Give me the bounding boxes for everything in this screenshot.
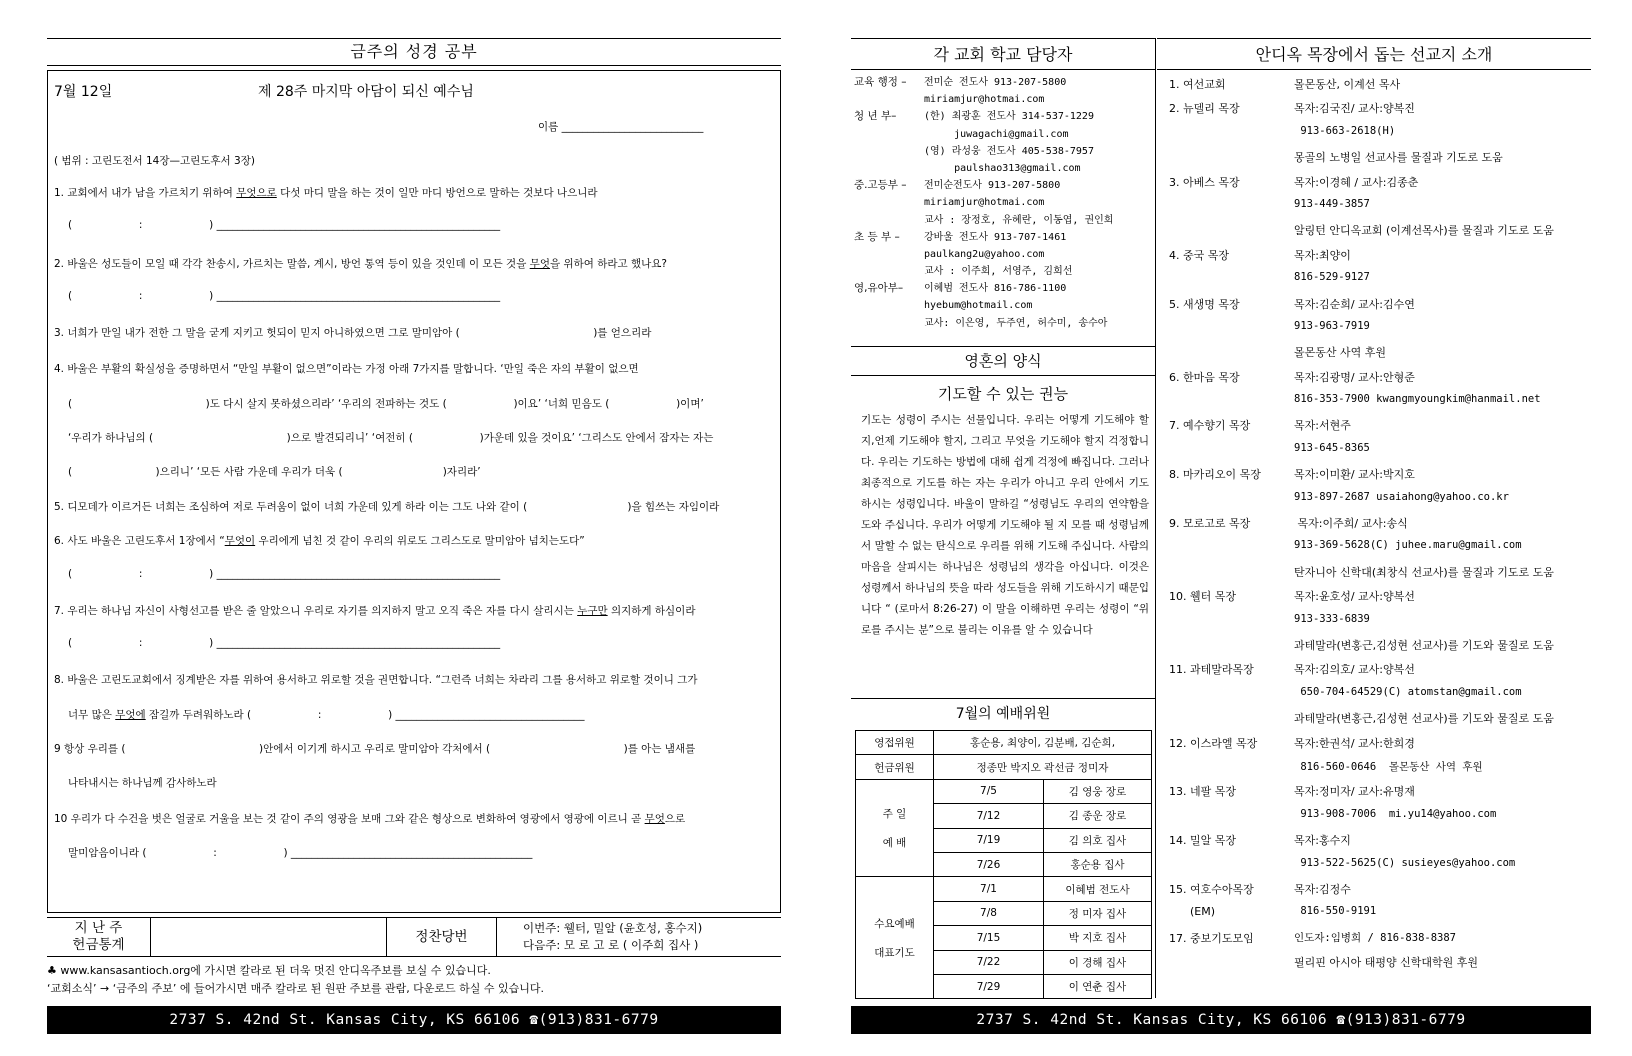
sunday-prayer: 김 영웅 장로 bbox=[1044, 779, 1152, 803]
sunday-prayer: 홍순용 집사 bbox=[1044, 852, 1152, 876]
mission-info: 인도자:임병희 / 816-838-8387 bbox=[1294, 931, 1457, 944]
wednesday-date: 7/15 bbox=[934, 926, 1044, 950]
mission-info: 913-663-2618(H) bbox=[1294, 124, 1396, 137]
staff-info: 강바울 전도사 913-707-1461 bbox=[924, 231, 1067, 243]
duty-row bbox=[856, 731, 1152, 755]
staff-line bbox=[854, 212, 1155, 229]
mission-line bbox=[1169, 320, 1591, 344]
mission-info: 몰몬동산 사역 후원 bbox=[1294, 346, 1387, 360]
mission-group: 15. 여호수아목장 bbox=[1169, 882, 1254, 896]
mission-info: 650-704-64529(C) atomstan@gmail.com bbox=[1294, 685, 1522, 698]
mission-line bbox=[1169, 954, 1591, 978]
mission-info: 816-353-7900 kwangmyoungkim@hanmail.net bbox=[1294, 393, 1541, 406]
mission-line bbox=[1169, 198, 1591, 222]
question-text-end: 다섯 마디 말을 하는 것이 일만 마디 방언으로 말하는 것보다 나으니라 bbox=[276, 187, 598, 199]
staff-line bbox=[854, 74, 1155, 91]
question-line bbox=[54, 325, 651, 340]
mission-info: 목자:이경혜 / 교사:김종춘 bbox=[1294, 175, 1419, 189]
wednesday-prayer: 이 경해 집사 bbox=[1044, 950, 1152, 974]
question-line bbox=[54, 741, 695, 756]
mission-group: 17. 중보기도모임 bbox=[1169, 931, 1254, 945]
mission-line bbox=[1169, 905, 1591, 929]
question-line bbox=[54, 256, 667, 271]
question-text: 10 우리가 다 수건을 벗은 얼굴로 거울을 보는 것 같이 주의 영광을 보매 그와 같은 형상으로 변화하여 영광에서 영광에 이르니 곧 bbox=[54, 813, 645, 825]
staff-dept: 초 등 부 – bbox=[854, 230, 900, 243]
mission-info: 필리핀 아시아 태평양 신학대학원 후원 bbox=[1294, 956, 1479, 970]
mission-group: 14. 밀알 목장 bbox=[1169, 834, 1236, 848]
mission-info: 몰몬동산, 이계선 목사 bbox=[1294, 78, 1401, 91]
mission-info: 목자:김의호/ 교사:양복선 bbox=[1294, 663, 1415, 677]
duty-role: 영접위원 bbox=[856, 731, 934, 755]
next-week-duty: 다음주: 모 로 고 로 ( 이주희 집사 ) bbox=[523, 938, 699, 952]
mission-group: 6. 한마음 목장 bbox=[1169, 370, 1240, 384]
staff-info: juwagachi@gmail.com bbox=[924, 128, 1069, 140]
mission-line bbox=[1169, 417, 1591, 441]
mission-info: 목자:서현주 bbox=[1294, 419, 1351, 433]
staff-dept: 중.고등부 – bbox=[854, 179, 907, 192]
mission-info: 목자:최양이 bbox=[1294, 248, 1351, 262]
staff-line bbox=[854, 297, 1155, 314]
question-line bbox=[54, 499, 719, 514]
prayer-title: 기도할 수 있는 권능 bbox=[937, 385, 1069, 403]
duty-table bbox=[855, 730, 1152, 999]
staff-dept: 교육 행정 – bbox=[854, 76, 907, 88]
study-date: 7월 12일 bbox=[54, 84, 113, 100]
question-text: ( )도 다시 살지 못하셨으리라’ ‘우리의 전파하는 것도 ( )이요’ ‘너희 믿음도 ( )이며’ bbox=[68, 398, 704, 410]
mission-info: 목자:김광명/ 교사:안형준 bbox=[1294, 370, 1415, 384]
question-text: 4. 바울은 부활의 확실성을 증명하면서 “만일 부활이 없으면”이라는 가정 아래 7가지를 말합니다. ‘만일 죽은 자의 부활이 없으면 bbox=[54, 363, 639, 375]
staff-line bbox=[854, 126, 1155, 143]
question-keyword: 무엇 bbox=[644, 813, 665, 825]
staff-line bbox=[854, 263, 1155, 280]
mission-line bbox=[1169, 466, 1591, 490]
staff-dept: 청 년 부– bbox=[854, 110, 897, 123]
mission-group: 7. 예수향기 목장 bbox=[1169, 419, 1251, 433]
question-text-end: 우리에게 넘친 것 같이 우리의 위로도 그리스도로 말미암아 넘치는도다” bbox=[255, 535, 585, 547]
sunday-date: 7/26 bbox=[934, 852, 1044, 876]
this-week-duty: 이번주: 웰터, 밀알 (윤호성, 홍수지) bbox=[523, 921, 703, 935]
staff-title: 각 교회 학교 담당자 bbox=[851, 38, 1155, 70]
mission-line bbox=[1169, 613, 1591, 637]
mission-info: 목자:이미환/ 교사:박지호 bbox=[1294, 468, 1415, 482]
footnote-line1: ♣ www.kansasantioch.org에 가시면 칼라로 된 더욱 멋진 안디옥주보를 보실 수 있습니다. bbox=[47, 964, 491, 977]
offering-blank bbox=[151, 918, 387, 956]
mission-info: 몽골의 노병일 선교사를 물질과 기도로 도움 bbox=[1294, 151, 1503, 165]
question-text: ( )으리니’ ‘모든 사람 가운데 우리가 더욱 ( )자리라’ bbox=[68, 466, 481, 478]
offering-label-line2: 헌금통계 bbox=[72, 937, 125, 953]
mission-line bbox=[1169, 174, 1591, 198]
question-text: 5. 디모데가 이르거든 너희는 조심하여 저로 두려움이 없이 너희 가운데 있게 하라 이는 그도 나와 같이 ( )을 힘쓰는 자임이라 bbox=[54, 501, 720, 513]
staff-info: hyebum@hotmail.com bbox=[924, 300, 1033, 312]
wednesday-label-line2: 대표기도 bbox=[874, 946, 915, 959]
mission-info: 목자:김국진/ 교사:양복진 bbox=[1294, 102, 1415, 116]
question-line bbox=[68, 775, 217, 790]
lesson-title: 제 28주 마지막 아담이 되신 예수님 bbox=[258, 84, 474, 100]
staff-info: paulkang2u@yahoo.com bbox=[924, 248, 1045, 260]
mission-line bbox=[1169, 393, 1591, 417]
question-line bbox=[68, 219, 500, 231]
mission-line bbox=[1169, 881, 1591, 905]
staff-info: paulshao313@gmail.com bbox=[924, 162, 1081, 174]
question-keyword: 무엇으로 bbox=[236, 187, 277, 199]
mission-list bbox=[1157, 70, 1591, 978]
wednesday-date: 7/8 bbox=[934, 901, 1044, 925]
left-page bbox=[47, 38, 781, 1036]
mission-line bbox=[1169, 686, 1591, 710]
staff-line bbox=[854, 194, 1155, 211]
staff-line bbox=[854, 315, 1155, 332]
offering-label-line1: 지 난 주 bbox=[74, 920, 123, 936]
wednesday-date: 7/29 bbox=[934, 974, 1044, 998]
prayer-body: 기도는 성령이 주시는 선물입니다. 우리는 어떻게 기도해야 할지,언제 기도해야 할지, 그리고 무엇을 기도해야 할지 걱정합니다. 우리는 기도하는 방법에 대해 쉽게 걱정에 빠집니다. 그러나 최종적으로 기도를 하는 자는 우리가 아니고 우리 안에서 기도하시는 성령입니다. 바울이 말하길 “성령님도 우리의 연약함을 도와 주십니다. 우리가 어떻게 기도해야 될 지 모를 때 성령님께서 말할 수 없는 탄식으로 우리를 위해 기도해 주십니다. 사람의 마음을 살피시는 하나님은 성령님의 생각을 아십니다. 이것은 성령께서 하나님의 뜻을 따라 성도들을 위해 기도하시기 때문입니다 “ (로마서 8:26-27) 이 말을 이해하면 우리는 성령이 “위로를 주시는 분”으로 불리는 이유를 알 수 있습니다 bbox=[861, 414, 1149, 636]
question-text-end: 을 위하여 하라고 했나요? bbox=[549, 258, 667, 270]
mission-line bbox=[1169, 832, 1591, 856]
question-line bbox=[54, 603, 695, 618]
question-text: ( : ) bbox=[68, 219, 217, 231]
mission-line bbox=[1169, 735, 1591, 759]
question-line bbox=[68, 707, 585, 722]
mission-info: 목자:이주희/ 교사:송식 bbox=[1294, 517, 1408, 531]
mission-line bbox=[1169, 100, 1591, 124]
staff-list bbox=[851, 70, 1155, 332]
mission-line bbox=[1169, 783, 1591, 807]
mission-line bbox=[1169, 515, 1591, 539]
mission-title: 안디옥 목장에서 돕는 선교지 소개 bbox=[1157, 38, 1591, 70]
question-line bbox=[68, 430, 713, 445]
right-right-column bbox=[1157, 38, 1591, 998]
study-range: ( 범위 : 고린도전서 14장—고린도후서 3장) bbox=[54, 155, 255, 167]
wednesday-prayer: 박 지호 집사 bbox=[1044, 926, 1152, 950]
question-text: 너무 많은 bbox=[68, 709, 116, 721]
mission-info: 913-897-2687 usaiahong@yahoo.co.kr bbox=[1294, 490, 1509, 503]
mission-line bbox=[1169, 344, 1591, 368]
mission-group: 10. 웰터 목장 bbox=[1169, 590, 1236, 604]
duty-role: 헌금위원 bbox=[856, 755, 934, 779]
question-text-end: ______________________________________________________ bbox=[216, 568, 501, 580]
question-line bbox=[54, 185, 598, 200]
bible-study-title: 금주의 성경 공부 bbox=[47, 38, 781, 66]
staff-line bbox=[854, 143, 1155, 160]
mission-line bbox=[1169, 564, 1591, 588]
staff-line bbox=[854, 177, 1155, 194]
staff-dept: 영,유아부– bbox=[854, 282, 904, 295]
sunday-date: 7/12 bbox=[934, 804, 1044, 828]
mission-line bbox=[1169, 149, 1591, 173]
staff-line bbox=[854, 160, 1155, 177]
wednesday-label-line1: 수요예배 bbox=[874, 917, 915, 930]
mission-group: 2. 뉴델리 목장 bbox=[1169, 102, 1240, 116]
mission-info: 913-645-8365 bbox=[1294, 441, 1370, 454]
mission-group: 1. 여선교회 bbox=[1169, 78, 1226, 91]
mission-line bbox=[1169, 76, 1591, 100]
mission-info: 913-908-7006 mi.yu14@yahoo.com bbox=[1294, 807, 1497, 820]
question-text-end: ______________________________________________________ bbox=[216, 219, 501, 231]
sunday-date: 7/19 bbox=[934, 828, 1044, 852]
sunday-prayer: 김 의호 집사 bbox=[1044, 828, 1152, 852]
right-left-column bbox=[851, 38, 1156, 998]
staff-info: miriamjur@hotmai.com bbox=[924, 197, 1045, 209]
staff-line bbox=[854, 229, 1155, 246]
question-text: 1. 교회에서 내가 남을 가르치기 위하여 bbox=[54, 187, 237, 199]
question-text-end: ______________________________________________ bbox=[290, 847, 533, 859]
mission-line bbox=[1169, 710, 1591, 734]
staff-info: 교사 : 장정호, 유혜란, 이동엽, 권인희 bbox=[924, 214, 1114, 226]
mission-info: 목자:한권석/ 교사:한희경 bbox=[1294, 736, 1415, 750]
footnote-line2: ‘교회소식’ → ‘금주의 주보’ 에 들어가시면 매주 칼라로 된 원판 주보를 관람, 다운로드 하실 수 있습니다. bbox=[47, 982, 545, 995]
mission-info: 913-369-5628(C) juhee.maru@gmail.com bbox=[1294, 539, 1522, 552]
mission-group: 4. 중국 목장 bbox=[1169, 248, 1229, 262]
mission-info: 탄자니아 신학대(최창식 선교사)를 물질과 기도로 도움 bbox=[1294, 565, 1554, 579]
duty-row bbox=[856, 755, 1152, 779]
question-line bbox=[54, 811, 685, 826]
staff-info: 이혜범 전도사 816-786-1100 bbox=[924, 283, 1067, 295]
mission-line bbox=[1169, 247, 1591, 271]
mission-group: (EM) bbox=[1169, 905, 1216, 919]
mission-line bbox=[1169, 491, 1591, 515]
mission-info: 913-449-3857 bbox=[1294, 197, 1370, 210]
question-line bbox=[54, 533, 585, 548]
mission-line bbox=[1169, 539, 1591, 563]
question-text-end: 잠길까 두려워하노라 ( : ) ____________________________________ bbox=[145, 709, 585, 721]
mission-line bbox=[1169, 930, 1591, 954]
question-keyword: 누구만 bbox=[577, 605, 608, 617]
question-line bbox=[68, 637, 500, 649]
mission-group: 11. 과테말라목장 bbox=[1169, 663, 1254, 677]
mission-group: 12. 이스라엘 목장 bbox=[1169, 736, 1258, 750]
mission-info: 913-522-5625(C) susieyes@yahoo.com bbox=[1294, 856, 1516, 869]
staff-line bbox=[854, 280, 1155, 297]
mission-group: 8. 마카리오이 목장 bbox=[1169, 468, 1261, 482]
question-text: 6. 사도 바울은 고린도후서 1장에서 “ bbox=[54, 535, 225, 547]
staff-info: 전미순전도사 913-207-5800 bbox=[924, 180, 1061, 192]
name-field: 이름 ___________________________ bbox=[538, 121, 704, 133]
mission-line bbox=[1169, 271, 1591, 295]
wednesday-prayer: 이혜범 전도사 bbox=[1044, 877, 1152, 901]
question-text: ( : ) bbox=[68, 637, 217, 649]
question-line bbox=[54, 361, 639, 376]
question-text: 2. 바울은 성도들이 모일 때 각각 찬송시, 가르치는 말씀, 계시, 방언 통역 등이 있을 것인데 이 모든 것을 bbox=[54, 258, 530, 270]
mission-info: 816-550-9191 bbox=[1294, 905, 1377, 918]
mission-line bbox=[1169, 637, 1591, 661]
mission-line bbox=[1169, 661, 1591, 685]
mission-line bbox=[1169, 125, 1591, 149]
wednesday-prayer: 정 미자 집사 bbox=[1044, 901, 1152, 925]
duty-members: 정종만 박지오 곽선금 정미자 bbox=[934, 755, 1152, 779]
staff-info: 전미순 전도사 913-207-5800 bbox=[924, 77, 1067, 88]
wednesday-prayer: 이 연춘 집사 bbox=[1044, 974, 1152, 998]
offering-bar bbox=[47, 917, 781, 957]
prayer-section bbox=[851, 378, 1155, 641]
mission-info: 알링턴 안디옥교회 (이계선목사)를 물질과 기도로 도움 bbox=[1294, 224, 1554, 238]
mission-line bbox=[1169, 442, 1591, 466]
sunday-label-line1: 주 일 bbox=[882, 808, 907, 821]
question-keyword: 무엇 bbox=[529, 258, 550, 270]
staff-info: 교사: 이은영, 두주연, 허수미, 송수아 bbox=[924, 317, 1108, 329]
mission-line bbox=[1169, 296, 1591, 320]
sunday-row bbox=[856, 779, 1152, 803]
mission-line bbox=[1169, 857, 1591, 881]
right-page bbox=[851, 38, 1591, 1036]
wednesday-label bbox=[856, 877, 934, 999]
mission-group: 5. 새생명 목장 bbox=[1169, 297, 1240, 311]
mission-info: 목자:정미자/ 교사:유명재 bbox=[1294, 785, 1415, 799]
mission-info: 목자:홍수지 bbox=[1294, 834, 1351, 848]
staff-info: 교사 : 이주희, 서영주, 김희선 bbox=[924, 266, 1073, 278]
question-line bbox=[68, 290, 500, 302]
mission-line bbox=[1169, 369, 1591, 393]
mission-line bbox=[1169, 222, 1591, 246]
staff-info: miriamjur@hotmai.com bbox=[924, 94, 1045, 106]
mission-info: 목자:윤호성/ 교사:양복선 bbox=[1294, 590, 1415, 604]
question-keyword: 무엇이 bbox=[224, 535, 256, 547]
mission-info: 과테말라(변홍근,김성현 선교사)를 기도와 물질로 도움 bbox=[1294, 712, 1554, 726]
choir-label: 정찬당번 bbox=[387, 918, 497, 956]
staff-line bbox=[854, 246, 1155, 263]
question-text: 3. 너희가 만일 내가 전한 그 말을 굳게 지키고 헛되이 믿지 아니하였으면 그로 말미암아 ( )를 얻으리라 bbox=[54, 327, 652, 339]
mission-info: 913-963-7919 bbox=[1294, 319, 1370, 332]
question-text-end: ______________________________________________________ bbox=[216, 637, 501, 649]
mission-info: 목자:김순희/ 교사:김수연 bbox=[1294, 297, 1415, 311]
offering-label bbox=[47, 918, 151, 956]
duty-rotation bbox=[523, 918, 781, 956]
question-text: 8. 바울은 고린도교회에서 징계받은 자를 위하여 용서하고 위로할 것을 권면합니다. “그런즉 너희는 차라리 그를 용서하고 위로할 것이니 그가 bbox=[54, 674, 698, 686]
bible-study-box bbox=[47, 70, 781, 913]
wednesday-row bbox=[856, 877, 1152, 901]
address-bar-left: 2737 S. 42nd St. Kansas City, KS 66106 ☎(913)831-6779 bbox=[47, 1006, 781, 1034]
question-text: ( : ) bbox=[68, 568, 217, 580]
mission-group: 13. 네팔 목장 bbox=[1169, 785, 1236, 799]
duty-members: 홍순용, 최양이, 김분배, 김순희, bbox=[934, 731, 1152, 755]
question-line bbox=[68, 845, 532, 860]
question-line bbox=[68, 464, 481, 479]
footnote bbox=[47, 962, 544, 998]
sunday-date: 7/5 bbox=[934, 779, 1044, 803]
wednesday-date: 7/22 bbox=[934, 950, 1044, 974]
sunday-label-line2: 예 배 bbox=[882, 837, 907, 850]
question-text: ( : ) bbox=[68, 290, 217, 302]
mission-info: 816-560-0646 몰몬동산 사역 후원 bbox=[1294, 760, 1483, 773]
duty-title: 7월의 예배위원 bbox=[851, 698, 1155, 728]
mission-info: 913-333-6839 bbox=[1294, 612, 1370, 625]
mission-info: 과테말라(변홍근,김성현 선교사)를 기도와 물질로 도움 bbox=[1294, 638, 1554, 652]
staff-info: (한) 최광훈 전도사 314-537-1229 bbox=[924, 111, 1094, 123]
question-text-end: 으로 bbox=[664, 813, 686, 825]
mission-line bbox=[1169, 588, 1591, 612]
mission-info: 목자:김정수 bbox=[1294, 882, 1351, 896]
question-text-end: ______________________________________________________ bbox=[216, 290, 501, 302]
mission-line bbox=[1169, 759, 1591, 783]
question-line bbox=[68, 568, 500, 580]
staff-line bbox=[854, 108, 1155, 125]
sunday-prayer: 김 종운 장로 bbox=[1044, 804, 1152, 828]
mission-group: 3. 아베스 목장 bbox=[1169, 175, 1240, 189]
mission-line bbox=[1169, 808, 1591, 832]
mission-info: 816-529-9127 bbox=[1294, 271, 1370, 284]
question-text: 나타내시는 하나님께 감사하노라 bbox=[68, 777, 217, 789]
spirit-title: 영혼의 양식 bbox=[851, 346, 1155, 376]
question-text-end: 의지하게 하심이라 bbox=[607, 605, 696, 617]
question-line bbox=[54, 672, 698, 687]
sunday-label bbox=[856, 779, 934, 877]
wednesday-date: 7/1 bbox=[934, 877, 1044, 901]
question-keyword: 무엇에 bbox=[115, 709, 146, 721]
staff-line bbox=[854, 91, 1155, 108]
staff-info: (영) 라성웅 전도사 405-538-7957 bbox=[924, 145, 1094, 157]
address-bar-right: 2737 S. 42nd St. Kansas City, KS 66106 ☎(913)831-6779 bbox=[851, 1006, 1591, 1034]
mission-group: 9. 모로고로 목장 bbox=[1169, 517, 1251, 531]
question-text: 7. 우리는 하나님 자신이 사형선고를 받은 줄 알았으니 우리로 자기를 의지하지 말고 오직 죽은 자를 다시 살리시는 bbox=[54, 605, 578, 617]
question-line bbox=[68, 396, 704, 411]
question-text: ‘우리가 하나님의 ( )으로 발견되리니’ ‘여전히 ( )가운데 있을 것이요’ ‘그리스도 안에서 잠자는 자는 bbox=[68, 432, 714, 444]
question-text: 9 항상 우리를 ( )안에서 이기게 하시고 우리로 말미암아 각처에서 ( )를 아는 냄새를 bbox=[54, 743, 696, 755]
question-text: 말미암음이니라 ( : ) bbox=[68, 847, 291, 859]
